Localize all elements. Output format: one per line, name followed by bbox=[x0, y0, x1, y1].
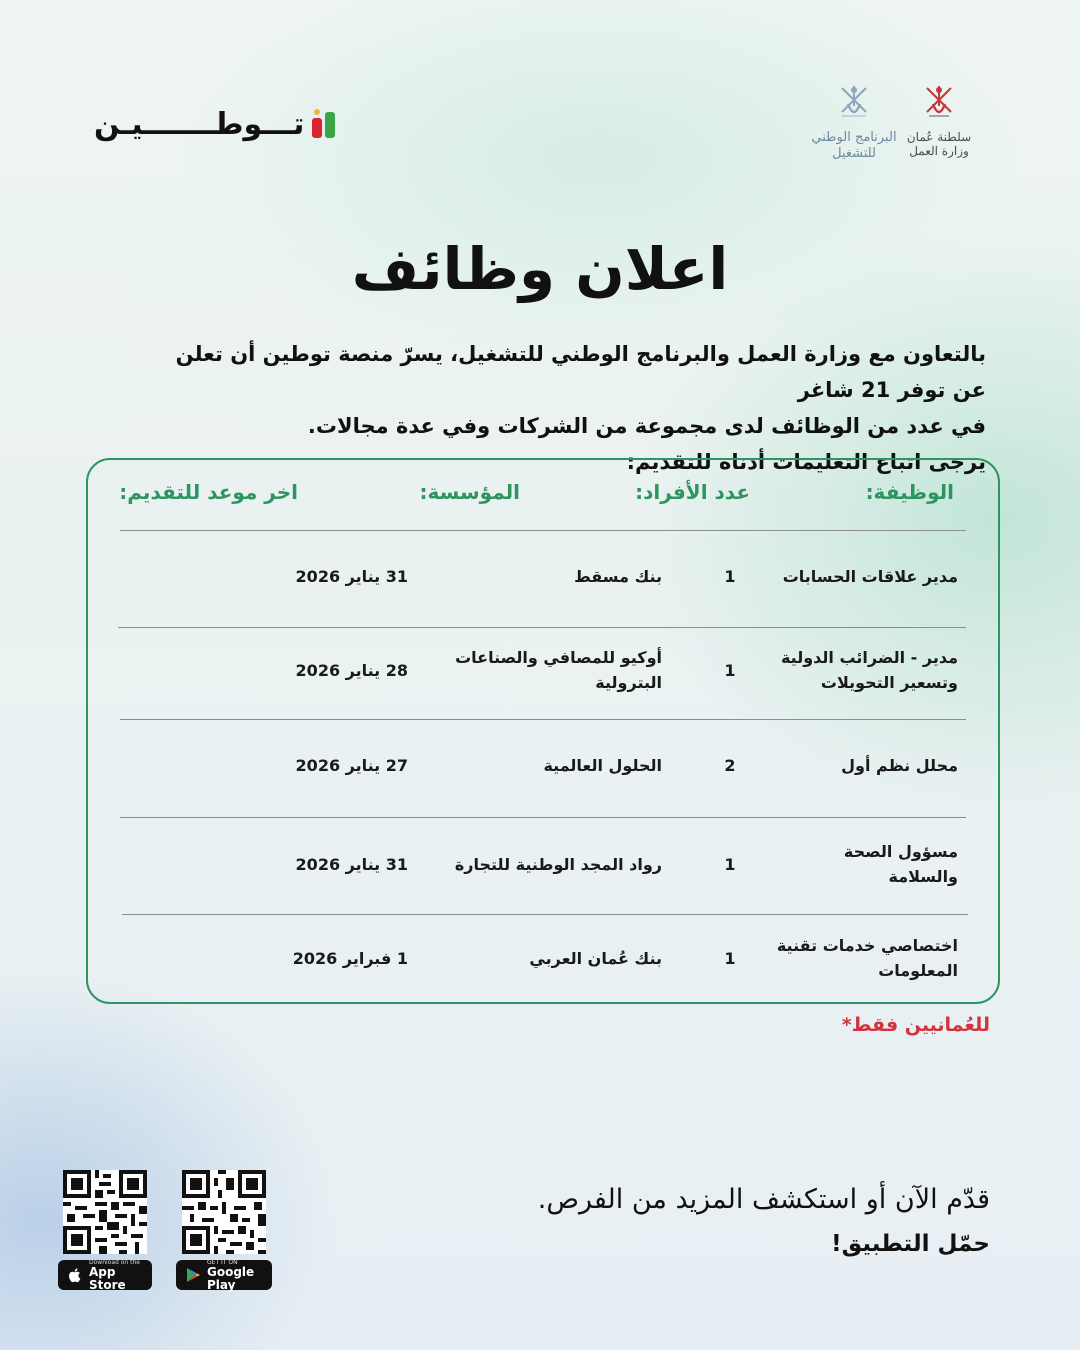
organization-cell: أوكيو للمصافي والصناعات البترولية bbox=[455, 648, 662, 692]
job-title-cell: مدير - الضرائب الدولية وتسعير التحويلات bbox=[780, 648, 958, 692]
google-big-text: Google Play bbox=[207, 1264, 255, 1292]
qr-code-icon[interactable] bbox=[182, 1170, 266, 1254]
call-to-action bbox=[538, 1180, 990, 1262]
row-divider bbox=[122, 914, 968, 915]
row-divider bbox=[120, 719, 966, 720]
app-store-badge[interactable] bbox=[58, 1260, 152, 1290]
deadline-cell: 31 يناير 2026 bbox=[295, 854, 408, 874]
job-title-cell: مسؤول الصحة والسلامة bbox=[843, 842, 958, 886]
omanis-only-note: للعُمانيين فقط* bbox=[841, 1014, 990, 1036]
header-divider bbox=[120, 530, 966, 531]
organization-cell: بنك مسقط bbox=[574, 566, 662, 586]
count-cell: 2 bbox=[724, 755, 736, 775]
organization-cell: بنك عُمان العربي bbox=[529, 948, 662, 968]
organization-cell: رواد المجد الوطنية للتجارة bbox=[454, 854, 662, 874]
column-header-job: الوظيفة: bbox=[865, 480, 954, 504]
jobs-table bbox=[86, 458, 1000, 1004]
column-header-count: عدد الأفراد: bbox=[635, 480, 750, 504]
apple-big-text: App Store bbox=[89, 1264, 126, 1292]
google-small-text: GET IT ON bbox=[207, 1258, 238, 1266]
ministry-line-2: وزارة العمل bbox=[909, 144, 969, 158]
intro-line-2: في عدد من الوظائف لدى مجموعة من الشركات وفي عدة مجالات. bbox=[307, 414, 986, 438]
ministry-of-labour-logo bbox=[902, 82, 976, 158]
count-cell: 1 bbox=[724, 948, 736, 968]
deadline-cell: 27 يناير 2026 bbox=[295, 755, 408, 775]
cta-download-text: حمّل التطبيق! bbox=[831, 1231, 990, 1257]
google-play-icon bbox=[184, 1266, 202, 1284]
app-store-download[interactable] bbox=[58, 1170, 152, 1290]
brand-name: تـــوطـــــــيـن bbox=[94, 106, 305, 142]
tawteen-logo-icon bbox=[310, 108, 338, 140]
deadline-cell: 31 يناير 2026 bbox=[295, 566, 408, 586]
column-header-organization: المؤسسة: bbox=[419, 480, 520, 504]
job-title-cell: محلل نظم أول bbox=[841, 755, 958, 775]
table-row bbox=[88, 844, 998, 884]
count-cell: 1 bbox=[724, 660, 736, 680]
google-play-download[interactable] bbox=[176, 1170, 272, 1290]
intro-line-1: بالتعاون مع وزارة العمل والبرنامج الوطني للتشغيل، يسرّ منصة توطين أن تعلن عن توفر 21 شاغر bbox=[175, 342, 986, 402]
count-cell: 1 bbox=[724, 854, 736, 874]
apple-icon bbox=[66, 1266, 84, 1284]
cta-line: قدّم الآن أو استكشف المزيد من الفرص. bbox=[537, 1184, 990, 1215]
job-title-cell: مدير علاقات الحسابات bbox=[782, 566, 958, 586]
google-play-badge[interactable] bbox=[176, 1260, 272, 1290]
row-divider bbox=[118, 627, 966, 628]
ministry-line-1: سلطنة عُمان bbox=[906, 130, 972, 144]
program-line-2: للتشغيل bbox=[832, 146, 876, 161]
deadline-cell: 1 فبراير 2026 bbox=[292, 948, 408, 968]
table-row bbox=[88, 644, 998, 696]
oman-khanjar-emblem-icon bbox=[919, 82, 959, 122]
qr-code-icon[interactable] bbox=[63, 1170, 147, 1254]
organization-cell: الحلول العالمية bbox=[543, 755, 662, 775]
column-header-deadline: اخر موعد للتقديم: bbox=[119, 480, 298, 504]
program-line-1: البرنامج الوطني bbox=[811, 130, 897, 145]
apple-small-text: Download on the bbox=[89, 1258, 140, 1266]
tawteen-brand-logo bbox=[94, 104, 338, 144]
deadline-cell: 28 يناير 2026 bbox=[295, 660, 408, 680]
table-row bbox=[88, 745, 998, 785]
page-title: اعلان وظائف bbox=[351, 234, 729, 303]
table-row bbox=[88, 932, 998, 984]
count-cell: 1 bbox=[724, 566, 736, 586]
national-employment-program-logo bbox=[804, 82, 904, 162]
table-row bbox=[88, 556, 998, 596]
intro-line-3: يرجى اتباع التعليمات أدناه للتقديم: bbox=[626, 450, 986, 474]
job-title-cell: اختصاصي خدمات تقنية المعلومات bbox=[776, 936, 958, 980]
program-emblem-icon bbox=[834, 82, 874, 122]
row-divider bbox=[120, 817, 966, 818]
